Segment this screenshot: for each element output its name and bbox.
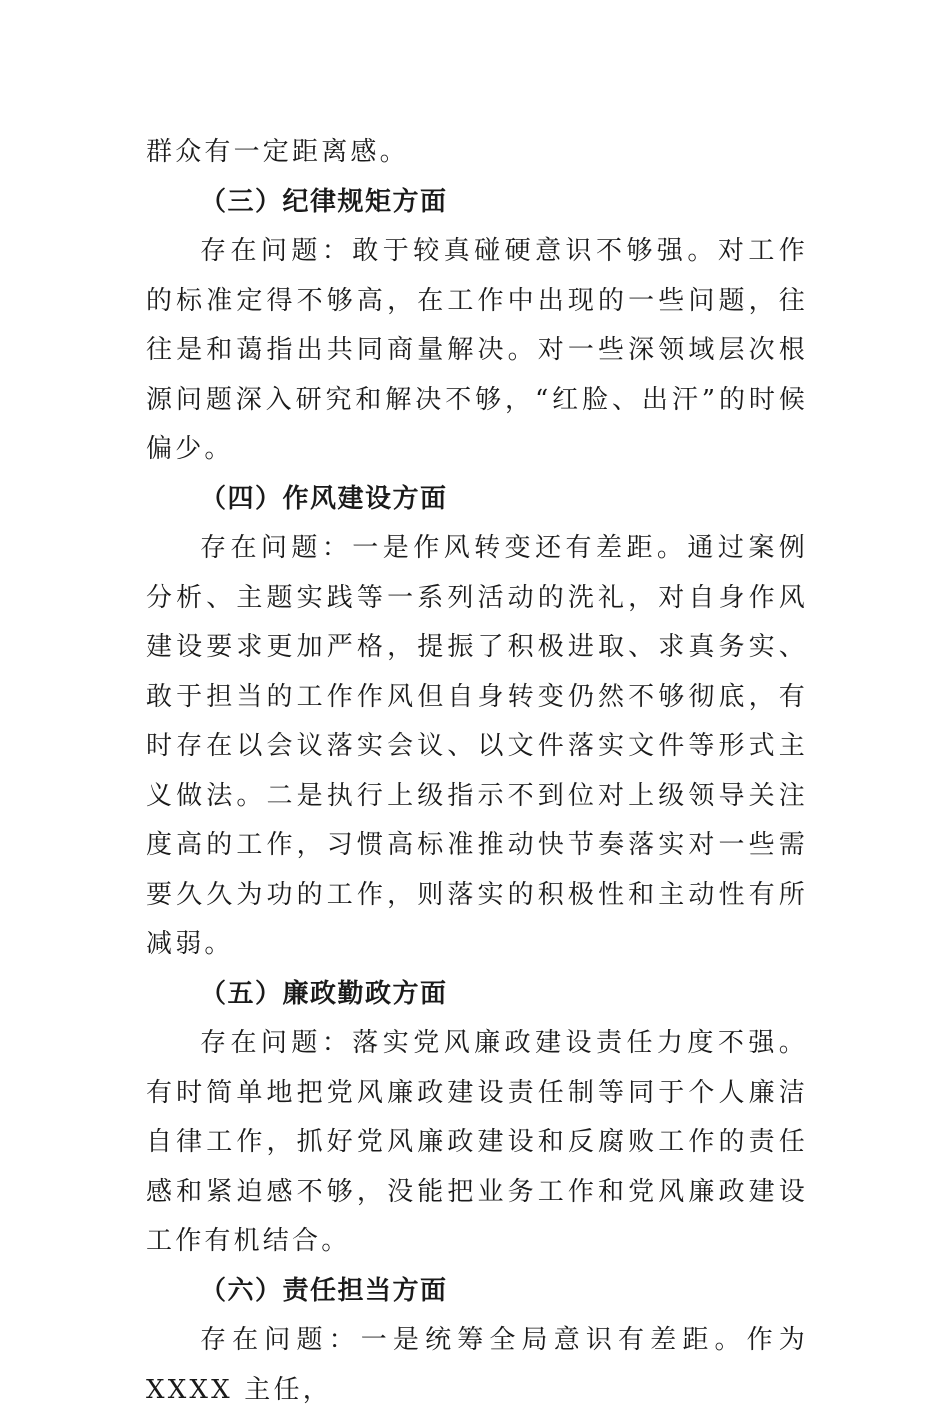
section-heading-responsibility: （六）责任担当方面 [200, 1275, 448, 1306]
paragraph-continuation: 群众有一定距离感。 [146, 137, 409, 167]
section-heading-work-style: （四）作风建设方面 [200, 483, 448, 514]
document-body [146, 128, 808, 1415]
section-heading-discipline: （三）纪律规矩方面 [200, 186, 448, 217]
section-heading-integrity: （五）廉政勤政方面 [200, 978, 448, 1009]
paragraph-discipline: 存在问题：敢于较真碰硬意识不够强。对工作的标准定得不够高，在工作中出现的一些问题，往往是和蔼指出共同商量解决。对一些深领域层次根源问题深入研究和解决不够，“红脸、出汗”的时候偏少。 [146, 236, 808, 464]
paragraph-integrity: 存在问题：落实党风廉政建设责任力度不强。有时简单地把党风廉政建设责任制等同于个人廉洁自律工作，抓好党风廉政建设和反腐败工作的责任感和紧迫感不够，没能把业务工作和党风廉政建设工作有机结合。 [146, 1028, 808, 1256]
paragraph-responsibility: 存在问题：一是统筹全局意识有差距。作为 XXXX 主任， [146, 1325, 808, 1405]
paragraph-work-style: 存在问题：一是作风转变还有差距。通过案例分析、主题实践等一系列活动的洗礼，对自身作风建设要求更加严格，提振了积极进取、求真务实、敢于担当的工作作风但自身转变仍然不够彻底，有时存在以会议落实会议、以文件落实文件等形式主义做法。二是执行上级指示不到位对上级领导关注度高的工作，习惯高标准推动快节奏落实对一些需要久久为功的工作，则落实的积极性和主动性有所减弱。 [146, 533, 808, 959]
